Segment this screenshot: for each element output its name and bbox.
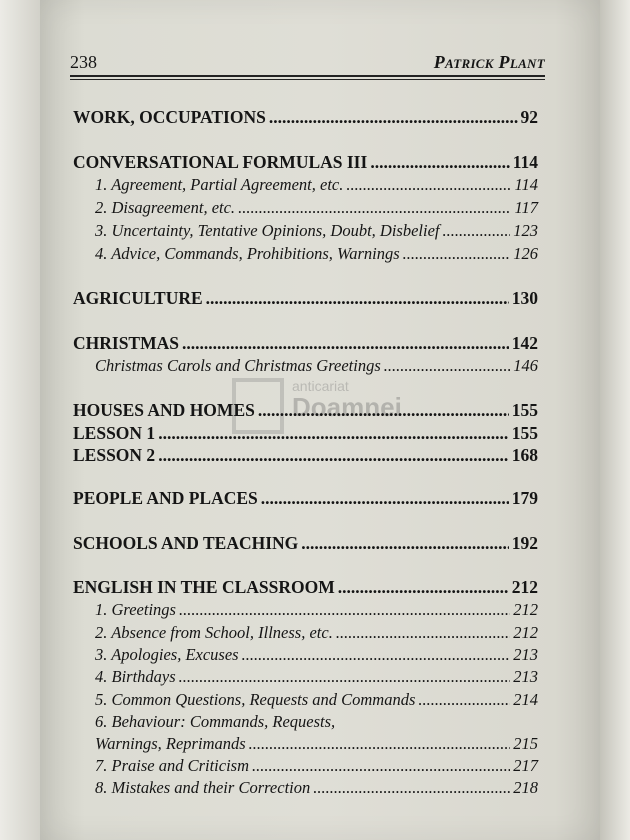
toc-page: 214 <box>513 690 538 709</box>
toc-page: 212 <box>513 600 538 619</box>
toc-entry <box>95 690 538 710</box>
toc-page: 130 <box>511 288 538 308</box>
toc-entry <box>73 152 538 173</box>
toc-page: 155 <box>511 423 538 443</box>
toc-entry <box>95 734 538 754</box>
toc-page: 213 <box>513 667 538 686</box>
toc-page: 215 <box>513 734 538 753</box>
toc-leader <box>370 152 509 173</box>
toc-leader <box>258 400 509 421</box>
toc-entry-wrapped <box>95 712 538 732</box>
toc-page: 212 <box>513 623 538 642</box>
toc-leader <box>242 645 511 665</box>
toc-leader <box>443 221 511 241</box>
toc-page: 142 <box>511 333 538 353</box>
toc-leader <box>313 778 510 798</box>
toc-leader <box>206 288 509 309</box>
toc-title: WORK, OCCUPATIONS <box>73 107 266 127</box>
toc-page: 92 <box>520 107 538 127</box>
toc-leader <box>179 667 511 687</box>
toc-page: 168 <box>511 445 538 465</box>
toc-page: 213 <box>513 645 538 664</box>
toc-title: SCHOOLS AND TEACHING <box>73 533 299 553</box>
toc-title: LESSON 2 <box>73 445 156 465</box>
toc-entry <box>73 400 538 421</box>
toc-page: 217 <box>513 756 538 775</box>
header-rule-thin <box>70 79 545 80</box>
toc-entry <box>95 623 538 643</box>
toc-leader <box>403 244 511 264</box>
toc-title: 4. Birthdays <box>95 667 176 686</box>
toc-leader <box>179 600 510 620</box>
toc-title: ENGLISH IN THE CLASSROOM <box>73 577 335 597</box>
running-author: Patrick Plant <box>433 52 545 72</box>
toc-entry <box>95 356 538 376</box>
toc-leader <box>336 623 510 643</box>
toc-title: 6. Behaviour: Commands, Requests, <box>95 712 336 731</box>
toc-title: AGRICULTURE <box>73 288 203 308</box>
toc-title: CHRISTMAS <box>73 333 179 353</box>
toc-title: 3. Apologies, Excuses <box>95 645 239 664</box>
toc-leader <box>158 423 509 444</box>
toc-page: 114 <box>514 175 538 194</box>
toc-leader <box>249 734 511 754</box>
toc-leader <box>418 690 510 710</box>
toc-leader <box>301 533 508 554</box>
toc-title: CONVERSATIONAL FORMULAS III <box>73 152 368 172</box>
toc-entry <box>95 244 538 264</box>
page-edge <box>600 0 630 840</box>
toc-entry <box>95 175 538 195</box>
toc-title: 8. Mistakes and their Correction <box>95 778 311 797</box>
toc-title: Christmas Carols and Christmas Greetings <box>95 356 381 375</box>
toc-leader <box>252 756 510 776</box>
toc-entry <box>73 533 538 554</box>
toc-page: 192 <box>511 533 538 553</box>
toc-title: PEOPLE AND PLACES <box>73 488 258 508</box>
toc-leader <box>238 198 511 218</box>
toc-leader <box>261 488 509 509</box>
toc-leader <box>384 356 511 376</box>
toc-title: LESSON 1 <box>73 423 156 443</box>
toc-title: 1. Agreement, Partial Agreement, etc. <box>95 175 344 194</box>
toc-page: 179 <box>511 488 538 508</box>
page-number: 238 <box>70 52 97 72</box>
toc-leader <box>269 107 518 128</box>
book-spine-shadow <box>0 0 40 840</box>
toc-entry <box>73 107 538 128</box>
toc-title: 3. Uncertainty, Tentative Opinions, Doubt, Disbelief <box>95 221 440 240</box>
toc-entry <box>95 645 538 665</box>
toc-entry <box>73 423 538 444</box>
toc-leader <box>182 333 509 354</box>
toc-entry <box>95 778 538 798</box>
toc-page: 117 <box>514 198 538 217</box>
toc-entry <box>95 198 538 218</box>
toc-page: 146 <box>513 356 538 375</box>
toc-entry <box>95 600 538 620</box>
toc-page: 218 <box>513 778 538 797</box>
toc-leader <box>158 445 509 466</box>
watermark-small-text: anticariat <box>292 378 349 394</box>
toc-entry <box>95 756 538 776</box>
toc-title: 2. Disagreement, etc. <box>95 198 236 217</box>
toc-entry <box>95 221 538 241</box>
toc-entry <box>73 445 538 466</box>
toc-leader <box>338 577 509 598</box>
toc-title: HOUSES AND HOMES <box>73 400 255 420</box>
toc-title: 7. Praise and Criticism <box>95 756 250 775</box>
toc-title: 1. Greetings <box>95 600 176 619</box>
toc-entry <box>73 488 538 509</box>
toc-entry <box>73 333 538 354</box>
toc-entry <box>73 288 538 309</box>
toc-page: 114 <box>512 152 538 172</box>
toc-leader <box>346 175 511 195</box>
toc-page: 126 <box>513 244 538 263</box>
toc-entry <box>95 667 538 687</box>
toc-entry <box>73 577 538 598</box>
toc-title: 5. Common Questions, Requests and Commands <box>95 690 416 709</box>
watermark-big-text: Doamnei <box>292 392 402 422</box>
toc-page: 155 <box>511 400 538 420</box>
toc-title: 2. Absence from School, Illness, etc. <box>95 623 333 642</box>
toc-page: 212 <box>511 577 538 597</box>
running-header <box>70 52 545 74</box>
toc-page: 123 <box>513 221 538 240</box>
header-rule-thick <box>70 75 545 77</box>
toc-title: Warnings, Reprimands <box>95 734 246 753</box>
toc-title: 4. Advice, Commands, Prohibitions, Warnings <box>95 244 400 263</box>
